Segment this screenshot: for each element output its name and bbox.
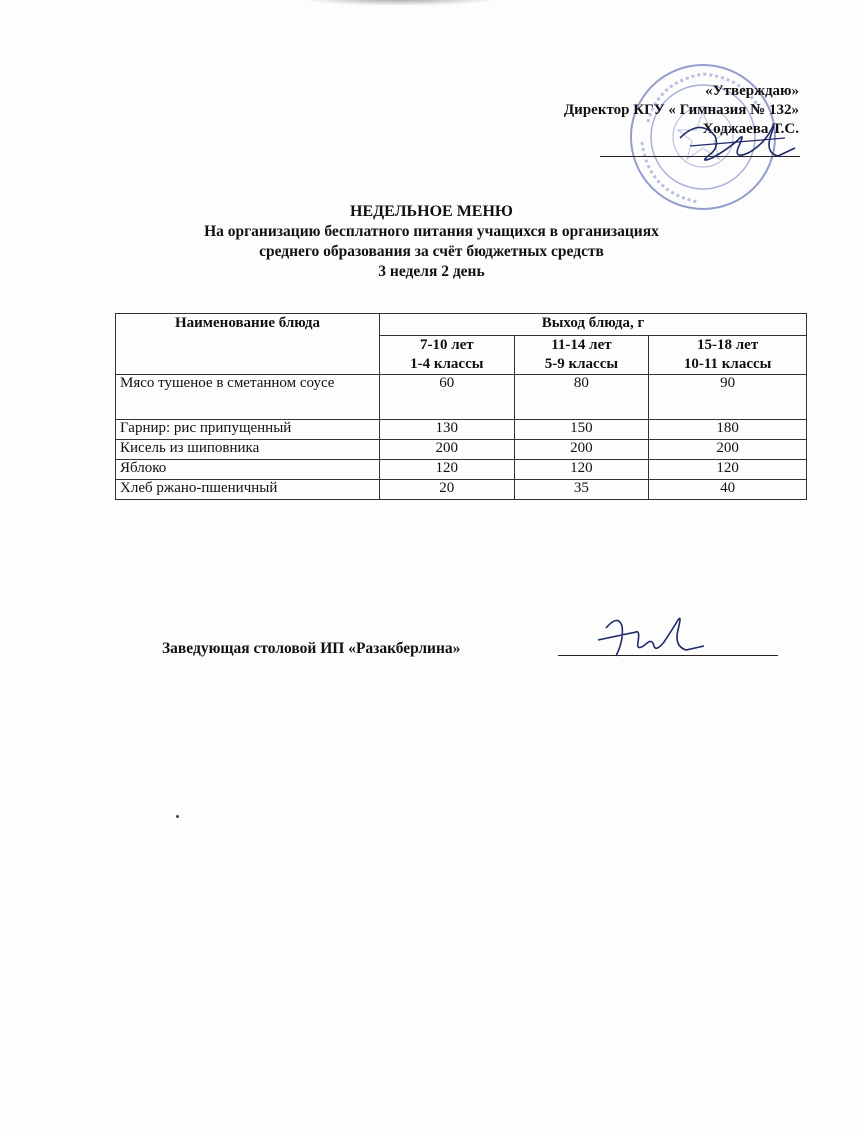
portion-value: 200 (514, 440, 649, 460)
director-signature (660, 108, 800, 178)
portion-value: 20 (380, 480, 515, 500)
grade-range: 5-9 классы (544, 356, 619, 372)
portion-value: 180 (649, 420, 807, 440)
table-row (116, 420, 807, 440)
portion-value: 120 (514, 460, 649, 480)
age-range: 15-18 лет (697, 337, 759, 353)
heading-line-3: 3 неделя 2 день (378, 263, 485, 280)
age-range: 7-10 лет (419, 337, 474, 353)
grade-range: 1-4 классы (410, 356, 484, 372)
portion-value: 200 (380, 440, 515, 460)
dish-name: Хлеб ржано-пшеничный (116, 480, 380, 500)
portion-value: 90 (649, 375, 807, 420)
grade-range: 10-11 классы (683, 356, 772, 372)
age-group-header (514, 336, 649, 375)
menu-table (115, 313, 807, 500)
portion-value: 120 (649, 460, 807, 480)
document-heading (0, 202, 863, 282)
director-title: Директор КГУ « Гимназия № 132» (563, 102, 799, 118)
heading-line-1: На организацию бесплатного питания учащихся в организациях (204, 223, 659, 240)
output-column-header: Выход блюда, г (380, 314, 807, 336)
scan-speck (176, 815, 179, 818)
table-row (116, 440, 807, 460)
canteen-manager-label: Заведующая столовой ИП «Разакберлина» (162, 640, 461, 657)
document-title: НЕДЕЛЬНОЕ МЕНЮ (350, 203, 513, 220)
table-row (116, 480, 807, 500)
dish-name: Кисель из шиповника (116, 440, 380, 460)
dish-name: Яблоко (116, 460, 380, 480)
portion-value: 120 (380, 460, 515, 480)
age-group-header (649, 336, 807, 375)
portion-value: 35 (514, 480, 649, 500)
dish-name: Мясо тушеное в сметанном соусе (116, 375, 380, 420)
portion-value: 130 (380, 420, 515, 440)
age-range: 11-14 лет (551, 337, 612, 353)
portion-value: 60 (380, 375, 515, 420)
portion-value: 40 (649, 480, 807, 500)
portion-value: 80 (514, 375, 649, 420)
heading-line-2: среднего образования за счёт бюджетных средств (259, 243, 604, 260)
approve-label: «Утверждаю» (705, 83, 799, 99)
manager-signature (588, 606, 708, 666)
dish-column-header: Наименование блюда (116, 314, 380, 375)
portion-value: 200 (649, 440, 807, 460)
table-row (116, 375, 807, 420)
scan-smudge (300, 0, 500, 6)
age-group-header (380, 336, 515, 375)
dish-name: Гарнир: рис припущенный (116, 420, 380, 440)
table-row (116, 460, 807, 480)
portion-value: 150 (514, 420, 649, 440)
director-name: Ходжаева Т.С. (702, 121, 799, 137)
